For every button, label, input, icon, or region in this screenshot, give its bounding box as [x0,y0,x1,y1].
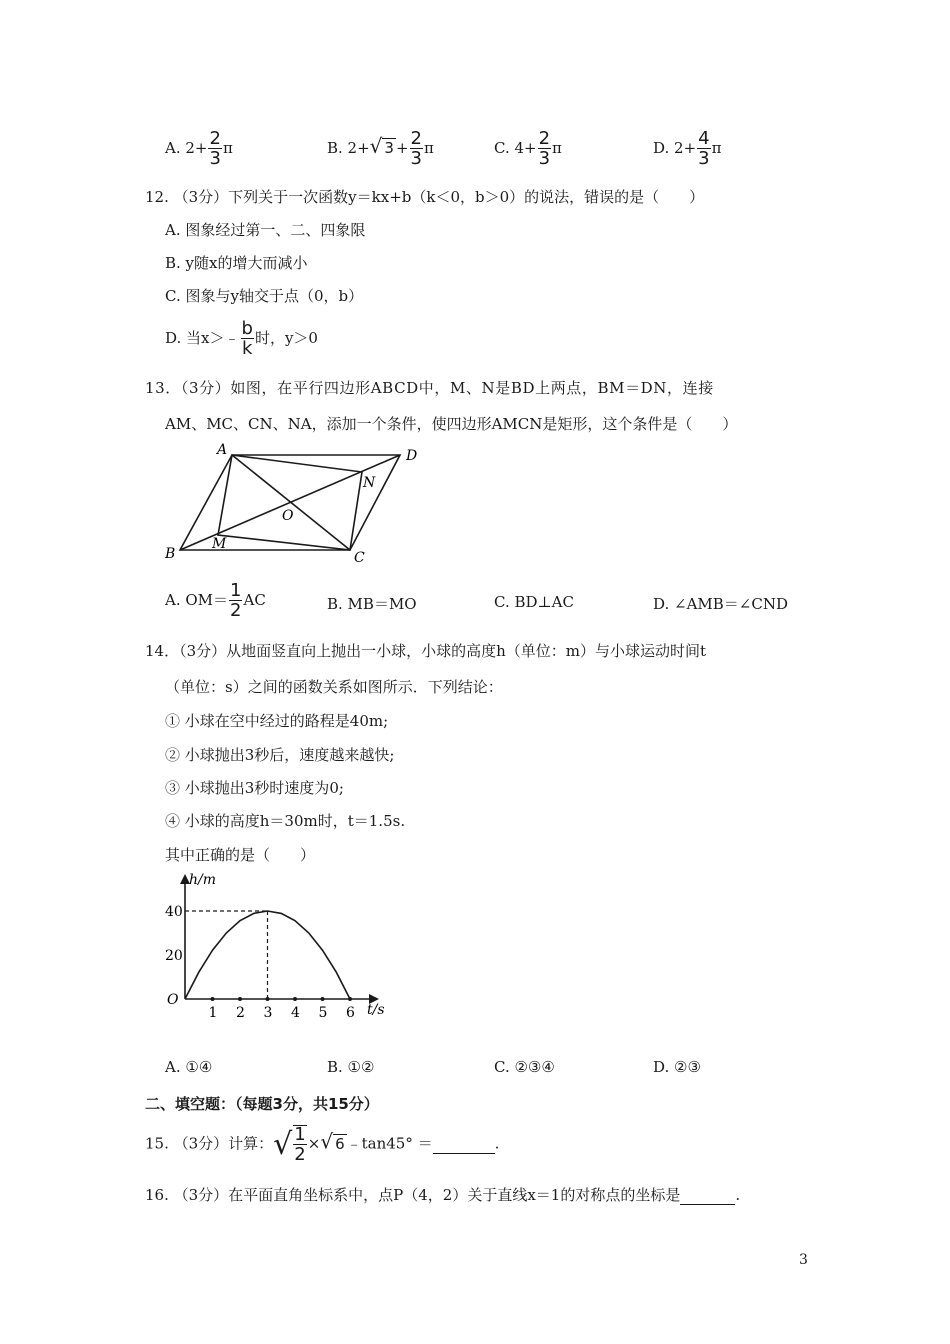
y-tick-label-40: 40 [165,904,183,920]
point-n-label: N [363,475,376,491]
y-tick-label-20: 20 [165,948,183,964]
q14-option-a: A. ①④ [165,1058,213,1076]
origin-label: O [167,992,179,1008]
x-tick-label-1: 1 [208,1005,218,1021]
q12-stem: 12. （3分）下列关于一次函数y＝kx+b（k＜0，b＞0）的说法，错误的是（ ） [145,188,705,206]
q12-option-a: A. 图象经过第一、二、四象限 [165,221,366,239]
page-number: 3 [799,1252,808,1268]
point-m-label: M [212,536,227,552]
q13-stem-line1: 13．（3分）如图，在平行四边形ABCD中，M、N是BD上两点，BM＝DN，连接 [145,379,714,397]
q13-option-d: D. ∠AMB＝∠CND [653,595,789,613]
q14-option-d: D. ②③ [653,1058,701,1076]
q16-answer-blank[interactable] [680,1186,735,1205]
q14-stem-line2: （单位：s）之间的函数关系如图所示．下列结论： [165,678,503,696]
q12-option-c: C. 图象与y轴交于点（0，b） [165,287,364,305]
q14-ask: 其中正确的是（ ） [165,846,316,864]
x-tick-label-6: 6 [346,1005,355,1021]
q14-option-b: B. ①② [327,1058,375,1076]
x-tick-mark-4 [293,997,297,1001]
q13-option-c: C. BD⊥AC [494,593,574,611]
y-axis-label: h/m [189,872,217,888]
point-o-label: O [282,508,294,524]
vertex-a-label: A [217,442,228,458]
q14-statement-3: ③ 小球抛出3秒时速度为0; [165,779,344,797]
x-tick-label-5: 5 [318,1005,328,1021]
q12-option-b: B. y随x的增大而减小 [165,254,308,272]
q14-statement-4: ④ 小球的高度h＝30m时，t＝1.5s. [165,812,406,830]
x-tick-label-2: 2 [236,1005,245,1021]
vertex-c-label: C [354,550,365,565]
x-tick-mark-2 [238,997,242,1001]
q13-option-b: B. MB＝MO [327,595,417,613]
section-heading: 二、填空题：（每题3分，共15分） [145,1095,379,1113]
q16-line: 16. （3分）在平面直角坐标系中，点P（4，2）关于直线x＝1的对称点的坐标是 . [145,1186,741,1204]
q14-statement-1: ① 小球在空中经过的路程是40m; [165,712,389,730]
q11-option-d: D. 2+ $\frac{4}{3}$ π [653,128,722,169]
q12-option-d: D. 当x＞﹣ $\frac{b}{k}$ 时，y＞0 [165,318,318,359]
vertex-b-label: B [165,546,176,562]
x-tick-label-3: 3 [263,1005,273,1021]
q15-line: 15. （3分）计算：√ $\frac{1}{2}$ ×√ 6 ﹣tan45° ＝ . [145,1124,500,1165]
x-axis-label: t/s [367,1002,385,1018]
q11-option-b: B. 2+√ 3 + $\frac{2}{3}$ π [327,128,434,169]
q15-answer-blank[interactable] [433,1135,495,1154]
q11-option-c: C. 4+ $\frac{2}{3}$ π [494,128,562,169]
q13-option-a: A. OM＝ $\frac{1}{2}$ AC [165,580,266,621]
vertex-d-label: D [406,448,418,464]
q14-option-c: C. ②③④ [494,1058,555,1076]
x-tick-mark-5 [321,997,325,1001]
q11-option-a: A. 2+ $\frac{2}{3}$ π [165,128,233,169]
x-tick-label-4: 4 [291,1005,300,1021]
x-tick-mark-1 [211,997,215,1001]
q14-stem-line1: 14．（3分）从地面竖直向上抛出一小球，小球的高度h（单位：m）与小球运动时间t [145,642,707,660]
q13-stem-line2: AM、MC、CN、NA，添加一个条件，使四边形AMCN是矩形，这个条件是（ ） [165,415,738,433]
height-time-chart [155,868,400,1028]
parallelogram-diagram [160,440,430,565]
q14-statement-2: ② 小球抛出3秒后，速度越来越快; [165,746,395,764]
